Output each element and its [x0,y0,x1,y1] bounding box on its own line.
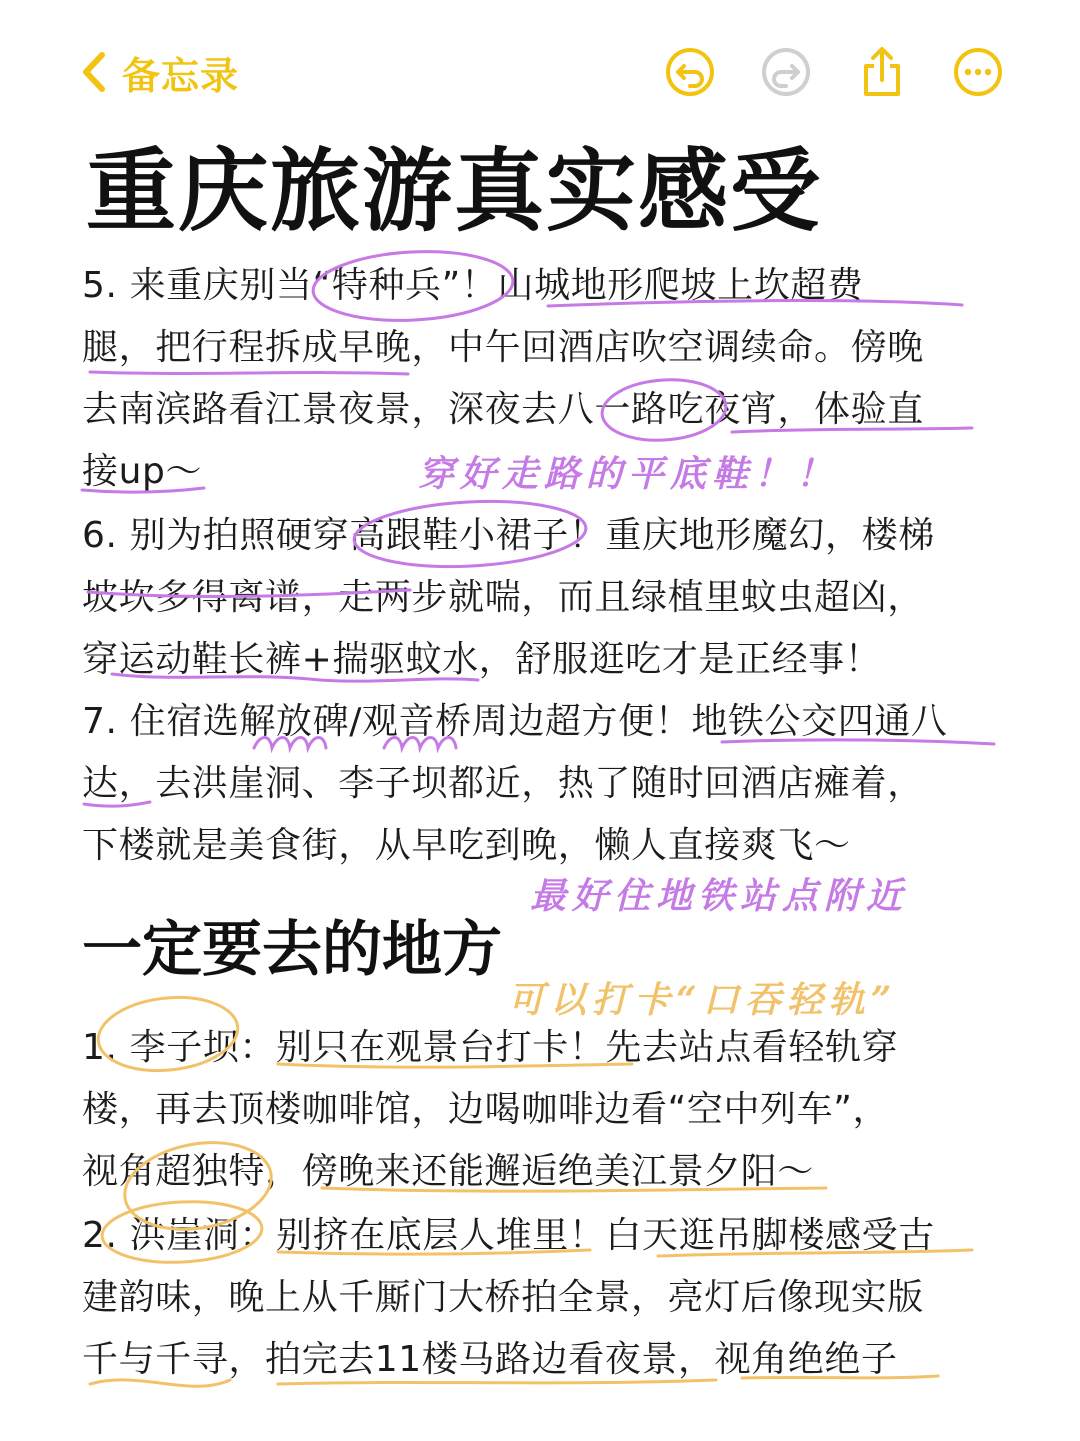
redo-icon [758,44,814,100]
body-line: 7. 住宿选解放碑/观音桥周边超方便！地铁公交四通八 [82,701,948,742]
body-line: 去南滨路看江景夜景，深夜去八一路吃夜宵，体验直 [82,389,924,430]
note-title: 重庆旅游真实感受 [86,139,822,244]
undo-icon [662,44,718,100]
body-line: 1. 李子坝：别只在观景台打卡！先去站点看轻轨穿 [82,1027,899,1068]
body-line: 坡坎多得离谱，走两步就喘，而且绿植里蚊虫超凶， [82,577,924,618]
back-button[interactable] [74,44,239,100]
body-line: 下楼就是美食街，从早吃到晚，懒人直接爽飞～ [82,825,851,866]
handwritten-note-near-metro: 最好住地铁站点附近 [530,875,909,917]
handwritten-note-light-rail: 可以打卡“口吞轻轨” [508,979,898,1021]
body-line: 穿运动鞋长裤+揣驱蚊水，舒服逛吃才是正经事！ [82,639,882,680]
body-line: 建韵味，晚上从千厮门大桥拍全景，亮灯后像现实版 [82,1277,924,1318]
body-line: 6. 别为拍照硬穿高跟鞋小裙子！重庆地形魔幻，楼梯 [82,515,935,556]
body-line: 2. 洪崖洞：别挤在底层人堆里！白天逛吊脚楼感受古 [82,1215,935,1256]
body-line: 5. 来重庆别当“特种兵”！山城地形爬坡上坎超费 [82,265,864,306]
body-line: 腿，把行程拆成早晚，中午回酒店吹空调续命。傍晚 [82,327,924,368]
undo-button[interactable] [662,44,718,100]
redo-button[interactable] [758,44,814,100]
body-line: 千与千寻，拍完去11楼马路边看夜景，视角绝绝子 [82,1339,898,1380]
section-heading: 一定要去的地方 [82,915,502,985]
handwritten-note-flat-shoes: 穿好走路的平底鞋！！ [418,453,839,495]
more-button[interactable] [950,44,1006,100]
share-button[interactable] [854,44,910,100]
top-bar [0,0,1080,130]
body-line: 视角超独特，傍晚来还能邂逅绝美江景夕阳～ [82,1151,815,1192]
body-line: 接up～ [82,451,203,492]
body-line: 达，去洪崖洞、李子坝都近，热了随时回酒店瘫着， [82,763,924,804]
more-icon [950,44,1006,100]
share-icon [854,44,910,100]
back-label: 备忘录 [122,53,240,98]
body-line: 楼，再去顶楼咖啡馆，边喝咖啡边看“空中列车”， [82,1089,890,1130]
chevron-left-icon [74,47,114,97]
